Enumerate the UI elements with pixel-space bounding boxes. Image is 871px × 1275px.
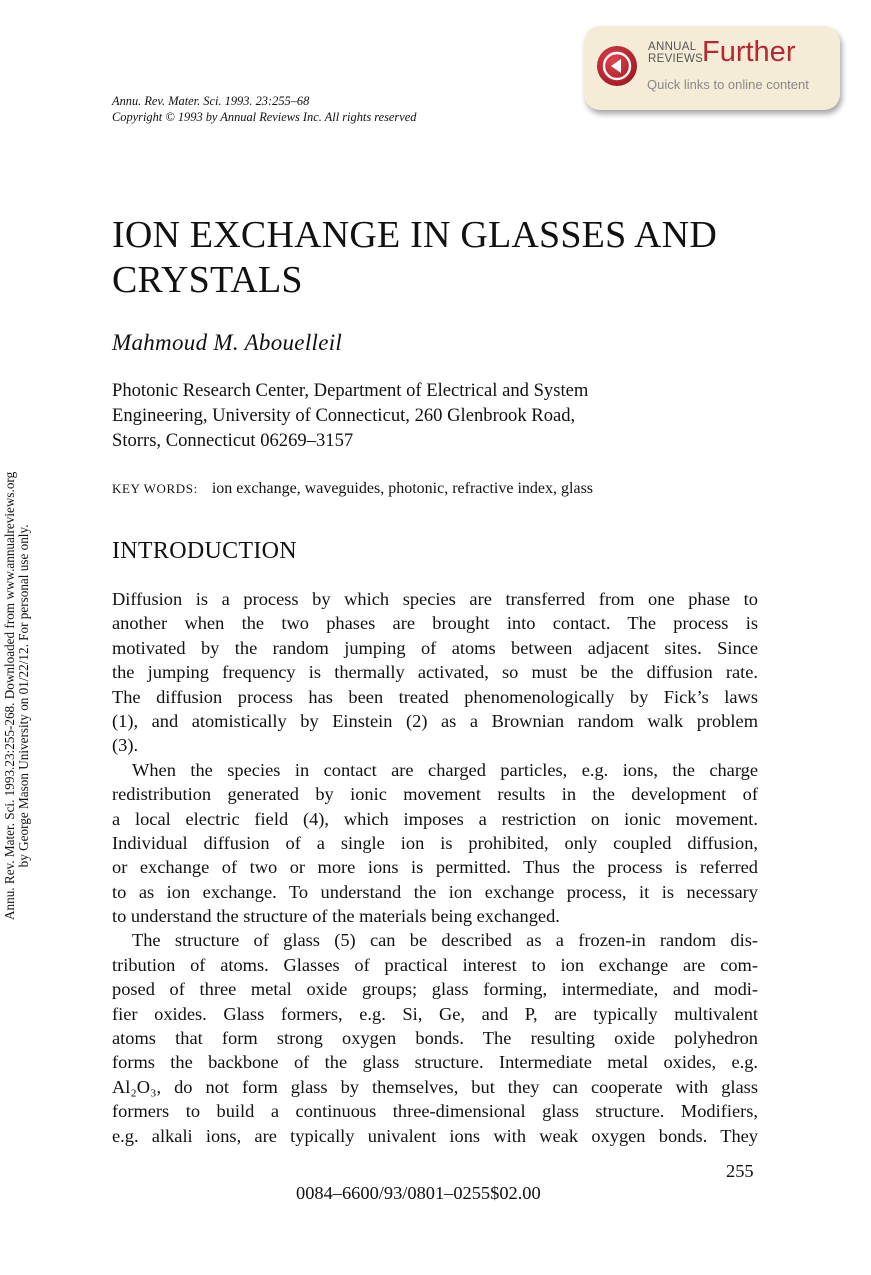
- citation-block: [112, 93, 416, 125]
- affiliation-line: Engineering, University of Connecticut, 260 Glenbrook Road,: [112, 405, 576, 426]
- text-line: atoms that form strong oxygen bonds. The resulting oxide polyhedron: [112, 1028, 758, 1049]
- text-line: Individual diffusion of a single ion is prohibited, only coupled diffusion,: [112, 832, 758, 853]
- annual-reviews-further-badge[interactable]: [584, 26, 840, 110]
- text-line: fier oxides. Glass formers, e.g. Si, Ge, and P, are typically multivalent: [112, 1003, 758, 1024]
- badge-tagline[interactable]: Quick links to online content: [647, 77, 809, 92]
- text-line: motivated by the random jumping of atoms between adjacent sites. Since: [112, 637, 758, 658]
- text-line: e.g. alkali ions, are typically univalent ions with weak oxygen bonds. They: [112, 1125, 758, 1146]
- play-back-icon: [596, 45, 638, 87]
- download-watermark-line2: by George Mason University on 01/22/12. For personal use only.: [16, 524, 31, 868]
- text-line: Al₂O₃, do not form glass by themselves, but they can cooperate with glass: [112, 1076, 758, 1097]
- page-number: 255: [726, 1161, 754, 1181]
- text-line: another when the two phases are brought into contact. The process is: [112, 613, 758, 634]
- price-code: 0084–6600/93/0801–0255$02.00: [296, 1183, 541, 1203]
- text-line: Diffusion is a process by which species are transferred from one phase to: [112, 589, 758, 609]
- affiliation-line: Photonic Research Center, Department of Electrical and System: [112, 380, 589, 401]
- text-line: The structure of glass (5) can be described as a frozen-in random dis-: [132, 930, 758, 951]
- badge-annual-label: ANNUAL: [648, 41, 697, 53]
- text-line: a local electric field (4), which imposes a restriction on ionic movement.: [112, 808, 758, 829]
- text-line: posed of three metal oxide groups; glass forming, intermediate, and modi-: [112, 979, 758, 1000]
- badge-reviews-label: REVIEWS: [648, 53, 704, 65]
- text-line: forms the backbone of the glass structure. Intermediate metal oxides, e.g.: [112, 1052, 758, 1073]
- text-line: to as ion exchange. To understand the ion exchange process, it is necessary: [112, 881, 758, 902]
- badge-publisher: [648, 41, 703, 65]
- text-line: tribution of atoms. Glasses of practical interest to ion exchange are com-: [112, 954, 758, 975]
- article-title: [112, 213, 792, 303]
- section-heading: INTRODUCTION: [112, 538, 297, 564]
- text-line: (1), and atomistically by Einstein (2) as a Brownian random walk problem: [112, 710, 758, 731]
- keywords-label: KEY WORDS:: [112, 481, 198, 496]
- copyright-notice: Copyright © 1993 by Annual Reviews Inc. All rights reserved: [112, 110, 417, 124]
- text-line: (3).: [112, 735, 139, 756]
- download-watermark-line1: Annu. Rev. Mater. Sci. 1993.23:255-268. Downloaded from www.annualreviews.org: [2, 471, 17, 920]
- download-watermark-text: [3, 472, 31, 920]
- author-name: Mahmoud M. Abouelleil: [112, 330, 343, 355]
- text-line: The diffusion process has been treated phenomenologically by Fick’s laws: [112, 686, 758, 707]
- text-line: or exchange of two or more ions is permitted. Thus the process is referred: [112, 857, 758, 878]
- text-line: the jumping frequency is thermally activated, so must be the diffusion rate.: [112, 662, 758, 683]
- keywords: [112, 480, 593, 498]
- text-line: redistribution generated by ionic movement results in the development of: [112, 784, 758, 805]
- text-line: When the species in contact are charged particles, e.g. ions, the charge: [132, 759, 758, 780]
- author-affiliation: [112, 378, 588, 453]
- article-title-line1: ION EXCHANGE IN GLASSES AND: [112, 214, 717, 256]
- text-line: to understand the structure of the materials being exchanged.: [112, 906, 560, 927]
- article-title-line2: CRYSTALS: [112, 259, 303, 301]
- article-body: [112, 587, 758, 1148]
- affiliation-line: Storrs, Connecticut 06269–3157: [112, 430, 354, 451]
- journal-citation: Annu. Rev. Mater. Sci. 1993. 23:255–68: [112, 94, 310, 108]
- keywords-list: ion exchange, waveguides, photonic, refractive index, glass: [211, 480, 594, 497]
- badge-further-label: Further: [702, 36, 796, 68]
- text-line: formers to build a continuous three-dimensional glass structure. Modifiers,: [112, 1101, 758, 1122]
